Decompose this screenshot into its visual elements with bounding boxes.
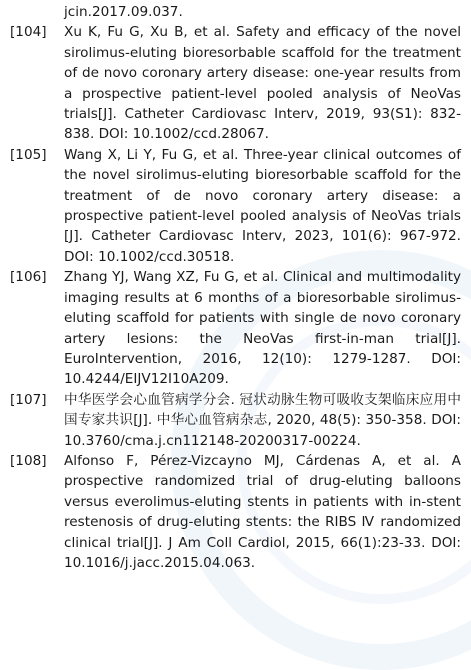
reference-text: Alfonso F, Pérez-Vizcayno MJ, Cárdenas A, et al. A prospective randomized trial of drug-eluting balloons versus everolimus-eluting stents in patients with in-stent restenosis of drug-eluting stents: the RIBS Ⅳ randomized clinical trial[J]. J Am Coll Cardiol, 2015, 66(1):23-33. DOI: 10.1016/j.jacc.2015.04.063. [64, 452, 461, 571]
reference-text: Wang X, Li Y, Fu G, et al. Three-year clinical outcomes of the novel sirolimus-eluting bioresorbable scaffold for the treatment of de novo coronary artery disease: a prospective patient-level pooled analysis of NeoVas trials [J]. Catheter Cardiovasc Interv, 2023, 101(6): 967-972. DOI: 10.1002/ccd.30518. [64, 146, 461, 265]
reference-number: [106] [10, 269, 47, 286]
reference-text: Xu K, Fu G, Xu B, et al. Safety and efficacy of the novel sirolimus-eluting bioresorbable scaffold for the treatment of de novo coronary artery disease: one-year results from a prospective patient-level pooled analysis of NeoVas trials[J]. Catheter Cardiovasc Interv, 2019, 93(S1): 832-838. DOI: 10.1002/ccd.28067. [64, 24, 461, 143]
reference-number: [108] [10, 452, 47, 469]
reference-107 [10, 390, 461, 451]
reference-105 [10, 145, 461, 267]
reference-104 [10, 22, 461, 144]
reference-106 [10, 267, 461, 389]
reference-number: [107] [10, 391, 47, 408]
reference-text: Zhang YJ, Wang XZ, Fu G, et al. Clinical and multimodality imaging results at 6 months of a bioresorbable sirolimus-eluting scaffold for patients with single de novo coronary artery lesions: the NeoVas first-in-man trial[J]. EuroIntervention, 2016, 12(10): 1279-1287. DOI: 10.4244/EIJV12I10A209. [64, 269, 461, 388]
reference-108 [10, 451, 461, 573]
reference-number: [105] [10, 146, 47, 163]
reference-text: 中华医学会心血管病学分会. 冠状动脉生物可吸收支架临床应用中国专家共识[J]. 中华心血管病杂志, 2020, 48(5): 350-358. DOI: 10.3760/cma.j.cn112148-20200317-00224. [64, 391, 461, 449]
reference-number: [104] [10, 24, 47, 41]
reference-continuation: jcin.2017.09.037. [64, 4, 183, 20]
